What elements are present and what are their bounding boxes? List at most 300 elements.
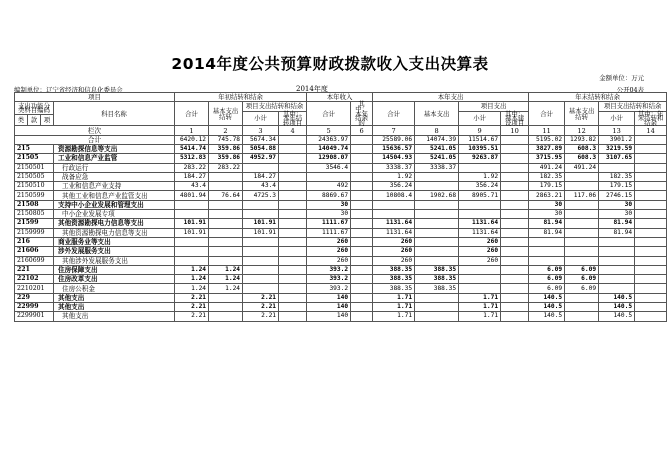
amount-cell: 3715.95 bbox=[529, 154, 565, 163]
amount-cell bbox=[243, 200, 279, 209]
amount-cell: 179.15 bbox=[599, 182, 635, 191]
amount-cell: 3338.37 bbox=[415, 163, 459, 172]
amount-cell bbox=[501, 312, 529, 321]
amount-cell bbox=[459, 210, 501, 219]
amount-cell: 1.24 bbox=[209, 275, 243, 284]
amount-cell bbox=[209, 228, 243, 237]
amount-cell: 260 bbox=[307, 237, 351, 246]
amount-cell bbox=[501, 154, 529, 163]
amount-cell bbox=[279, 144, 307, 153]
amount-cell bbox=[351, 144, 373, 153]
amount-cell bbox=[635, 247, 667, 256]
subject-code: 2150505 bbox=[15, 172, 54, 181]
total-cell: 5674.34 bbox=[243, 135, 279, 144]
header-income-total: 合计 bbox=[307, 102, 351, 126]
header-category-code: 支出功能分类科目编码 bbox=[15, 102, 54, 115]
amount-cell: 3546.4 bbox=[307, 163, 351, 172]
lanci-label: 栏次 bbox=[15, 126, 175, 135]
amount-cell bbox=[599, 163, 635, 172]
amount-cell: 1.24 bbox=[175, 275, 209, 284]
amount-cell: 1.71 bbox=[373, 312, 415, 321]
amount-cell: 182.35 bbox=[529, 172, 565, 181]
amount-cell: 140 bbox=[307, 312, 351, 321]
subject-code: 22999 bbox=[15, 303, 54, 312]
subject-name: 其他支出 bbox=[54, 303, 175, 312]
amount-cell bbox=[351, 191, 373, 200]
amount-cell: 5054.88 bbox=[243, 144, 279, 153]
amount-cell: 140.5 bbox=[599, 293, 635, 302]
subject-name: 工业和信息产业监管 bbox=[54, 154, 175, 163]
amount-cell bbox=[599, 265, 635, 274]
amount-cell: 260 bbox=[459, 247, 501, 256]
amount-cell bbox=[529, 237, 565, 246]
column-number: 12 bbox=[565, 126, 599, 135]
amount-cell bbox=[351, 237, 373, 246]
header-end-subtotal: 小计 bbox=[599, 111, 635, 126]
amount-cell: 140.5 bbox=[599, 312, 635, 321]
amount-cell bbox=[635, 228, 667, 237]
total-cell: 745.78 bbox=[209, 135, 243, 144]
amount-cell: 43.4 bbox=[243, 182, 279, 191]
amount-cell: 140.5 bbox=[599, 303, 635, 312]
amount-cell bbox=[459, 284, 501, 293]
budget-table bbox=[14, 92, 667, 322]
amount-cell bbox=[565, 312, 599, 321]
column-number: 13 bbox=[599, 126, 635, 135]
amount-cell bbox=[599, 256, 635, 265]
amount-cell bbox=[243, 265, 279, 274]
amount-cell bbox=[279, 154, 307, 163]
subject-code: 2150805 bbox=[15, 210, 54, 219]
amount-cell bbox=[501, 256, 529, 265]
amount-cell bbox=[501, 284, 529, 293]
amount-cell: 2.21 bbox=[243, 303, 279, 312]
amount-cell bbox=[501, 182, 529, 191]
table-row bbox=[15, 172, 667, 181]
amount-cell bbox=[279, 284, 307, 293]
table-row bbox=[15, 256, 667, 265]
table-row bbox=[15, 293, 667, 302]
amount-cell: 1131.64 bbox=[459, 228, 501, 237]
amount-cell: 393.2 bbox=[307, 265, 351, 274]
amount-cell: 1131.64 bbox=[459, 219, 501, 228]
header-subject-name: 科目名称 bbox=[54, 102, 175, 126]
amount-cell: 492 bbox=[307, 182, 351, 191]
header-expend-basic: 基本支出 bbox=[415, 102, 459, 126]
header-income: 本年收入 bbox=[307, 93, 373, 102]
amount-cell bbox=[209, 237, 243, 246]
amount-cell bbox=[501, 172, 529, 181]
total-cell: 6420.12 bbox=[175, 135, 209, 144]
amount-cell bbox=[501, 265, 529, 274]
amount-cell bbox=[175, 256, 209, 265]
amount-cell: 1.24 bbox=[175, 284, 209, 293]
amount-cell: 260 bbox=[459, 256, 501, 265]
amount-cell bbox=[279, 182, 307, 191]
amount-cell bbox=[415, 247, 459, 256]
amount-cell bbox=[351, 163, 373, 172]
amount-cell bbox=[501, 303, 529, 312]
amount-cell: 608.3 bbox=[565, 154, 599, 163]
amount-cell: 5241.05 bbox=[415, 144, 459, 153]
header-end-basic: 基本支出结转 bbox=[565, 102, 599, 126]
column-number: 1 bbox=[175, 126, 209, 135]
subject-code: 21599 bbox=[15, 219, 54, 228]
amount-cell: 2.21 bbox=[243, 293, 279, 302]
subject-name: 住房保障支出 bbox=[54, 265, 175, 274]
amount-cell: 3827.89 bbox=[529, 144, 565, 153]
amount-cell bbox=[565, 182, 599, 191]
amount-cell bbox=[209, 293, 243, 302]
column-number: 3 bbox=[243, 126, 279, 135]
amount-cell: 283.22 bbox=[209, 163, 243, 172]
table-row bbox=[15, 210, 667, 219]
amount-cell bbox=[565, 256, 599, 265]
amount-cell bbox=[351, 293, 373, 302]
header-kuan: 款 bbox=[28, 115, 41, 126]
org-name: 辽宁省经济和信息化委员会 bbox=[45, 86, 123, 94]
amount-cell bbox=[279, 200, 307, 209]
amount-cell: 388.35 bbox=[373, 284, 415, 293]
amount-cell: 6.09 bbox=[529, 265, 565, 274]
amount-cell bbox=[501, 219, 529, 228]
amount-cell: 1.71 bbox=[459, 293, 501, 302]
column-number-row bbox=[15, 126, 667, 135]
amount-cell bbox=[635, 163, 667, 172]
amount-cell bbox=[415, 293, 459, 302]
amount-cell: 5312.83 bbox=[175, 154, 209, 163]
amount-cell: 491.24 bbox=[565, 163, 599, 172]
amount-cell: 117.06 bbox=[565, 191, 599, 200]
table-row bbox=[15, 303, 667, 312]
amount-unit: 金额单位：万元 bbox=[599, 74, 644, 82]
amount-cell bbox=[209, 256, 243, 265]
amount-cell bbox=[209, 210, 243, 219]
header-income-note: 其中：本年结余的 bbox=[351, 102, 373, 126]
amount-cell: 1131.64 bbox=[373, 219, 415, 228]
header-end-note: 其中：年末结转和结余 bbox=[635, 111, 667, 126]
table-row bbox=[15, 228, 667, 237]
amount-cell: 491.24 bbox=[529, 163, 565, 172]
subject-code: 229 bbox=[15, 293, 54, 302]
amount-cell bbox=[415, 210, 459, 219]
amount-cell bbox=[175, 210, 209, 219]
amount-cell bbox=[501, 247, 529, 256]
amount-cell bbox=[415, 172, 459, 181]
amount-cell: 260 bbox=[373, 247, 415, 256]
amount-cell bbox=[279, 172, 307, 181]
amount-cell: 140.5 bbox=[529, 293, 565, 302]
amount-cell bbox=[279, 256, 307, 265]
total-cell: 14074.39 bbox=[415, 135, 459, 144]
table-row bbox=[15, 275, 667, 284]
amount-cell bbox=[501, 293, 529, 302]
amount-cell: 10808.4 bbox=[373, 191, 415, 200]
amount-cell bbox=[279, 219, 307, 228]
table-row bbox=[15, 182, 667, 191]
amount-cell bbox=[209, 219, 243, 228]
amount-cell: 260 bbox=[373, 237, 415, 246]
amount-cell: 8869.67 bbox=[307, 191, 351, 200]
amount-cell: 179.15 bbox=[529, 182, 565, 191]
year-label: 2014年度 bbox=[296, 85, 328, 93]
amount-cell: 81.94 bbox=[599, 219, 635, 228]
amount-cell: 260 bbox=[307, 256, 351, 265]
amount-cell: 1.24 bbox=[209, 284, 243, 293]
amount-cell: 140 bbox=[307, 303, 351, 312]
amount-cell: 6.09 bbox=[529, 284, 565, 293]
amount-cell: 30 bbox=[307, 210, 351, 219]
amount-cell: 3219.59 bbox=[599, 144, 635, 153]
amount-cell bbox=[243, 256, 279, 265]
header-begin-note: 其中：本年结转项目 bbox=[279, 111, 307, 126]
amount-cell bbox=[501, 237, 529, 246]
amount-cell: 388.35 bbox=[415, 265, 459, 274]
amount-cell bbox=[175, 200, 209, 209]
total-cell: 1293.82 bbox=[565, 135, 599, 144]
amount-cell: 1111.67 bbox=[307, 228, 351, 237]
amount-cell bbox=[565, 200, 599, 209]
amount-cell bbox=[635, 219, 667, 228]
amount-cell bbox=[459, 265, 501, 274]
amount-cell bbox=[459, 200, 501, 209]
amount-cell bbox=[415, 182, 459, 191]
amount-cell bbox=[351, 247, 373, 256]
total-cell bbox=[351, 135, 373, 144]
amount-cell: 30 bbox=[529, 210, 565, 219]
amount-cell: 393.2 bbox=[307, 284, 351, 293]
amount-cell bbox=[565, 172, 599, 181]
amount-cell: 260 bbox=[307, 247, 351, 256]
total-label: 合计 bbox=[15, 135, 175, 144]
subject-name: 工业和信息产业支持 bbox=[54, 182, 175, 191]
amount-cell bbox=[351, 200, 373, 209]
header-expend-total: 合计 bbox=[373, 102, 415, 126]
subject-code: 2150510 bbox=[15, 182, 54, 191]
header-expend-note: 其中：基本建设项目 bbox=[501, 111, 529, 126]
amount-cell bbox=[209, 172, 243, 181]
amount-cell bbox=[279, 247, 307, 256]
amount-cell bbox=[635, 191, 667, 200]
amount-cell bbox=[209, 182, 243, 191]
amount-cell bbox=[351, 312, 373, 321]
amount-cell bbox=[635, 293, 667, 302]
amount-cell: 5414.74 bbox=[175, 144, 209, 153]
amount-cell bbox=[501, 228, 529, 237]
amount-cell: 388.35 bbox=[415, 275, 459, 284]
subject-name: 战备应急 bbox=[54, 172, 175, 181]
amount-cell bbox=[243, 247, 279, 256]
column-number: 9 bbox=[459, 126, 501, 135]
subject-name: 涉外发展服务支出 bbox=[54, 247, 175, 256]
column-number: 2 bbox=[209, 126, 243, 135]
subject-code: 21505 bbox=[15, 154, 54, 163]
table-row bbox=[15, 284, 667, 293]
amount-cell bbox=[501, 210, 529, 219]
amount-cell: 1.92 bbox=[373, 172, 415, 181]
amount-cell: 4725.3 bbox=[243, 191, 279, 200]
header-row-2 bbox=[15, 102, 667, 111]
amount-cell: 6.09 bbox=[565, 284, 599, 293]
amount-cell bbox=[243, 210, 279, 219]
amount-cell bbox=[351, 265, 373, 274]
amount-cell bbox=[565, 303, 599, 312]
amount-cell: 2.21 bbox=[175, 293, 209, 302]
total-row bbox=[15, 135, 667, 144]
amount-cell bbox=[599, 247, 635, 256]
amount-cell: 356.24 bbox=[373, 182, 415, 191]
subject-name: 住房改革支出 bbox=[54, 275, 175, 284]
amount-cell: 101.91 bbox=[175, 228, 209, 237]
amount-cell: 6.09 bbox=[565, 265, 599, 274]
amount-cell bbox=[351, 154, 373, 163]
total-cell bbox=[635, 135, 667, 144]
subject-code: 2150501 bbox=[15, 163, 54, 172]
amount-cell bbox=[635, 265, 667, 274]
total-cell bbox=[279, 135, 307, 144]
total-cell: 3901.2 bbox=[599, 135, 635, 144]
amount-cell: 30 bbox=[529, 200, 565, 209]
header-begin-project: 项目支出结转和结余 bbox=[243, 102, 307, 111]
amount-cell: 101.91 bbox=[243, 219, 279, 228]
amount-cell: 1.71 bbox=[373, 303, 415, 312]
table-row bbox=[15, 154, 667, 163]
column-number: 10 bbox=[501, 126, 529, 135]
subject-name: 其他资源勘探电力信息等支出 bbox=[54, 228, 175, 237]
subject-name: 其他涉外发展服务支出 bbox=[54, 256, 175, 265]
total-cell: 5195.02 bbox=[529, 135, 565, 144]
table-row bbox=[15, 312, 667, 321]
amount-cell bbox=[279, 293, 307, 302]
header-project: 项目 bbox=[15, 93, 175, 102]
amount-cell bbox=[501, 163, 529, 172]
amount-cell bbox=[209, 312, 243, 321]
amount-cell: 101.91 bbox=[243, 228, 279, 237]
subject-name: 商业服务业等支出 bbox=[54, 237, 175, 246]
amount-cell bbox=[351, 228, 373, 237]
amount-cell bbox=[351, 303, 373, 312]
amount-cell: 388.35 bbox=[373, 265, 415, 274]
amount-cell: 2.21 bbox=[243, 312, 279, 321]
column-number: 7 bbox=[373, 126, 415, 135]
amount-cell: 260 bbox=[459, 237, 501, 246]
amount-cell bbox=[175, 237, 209, 246]
amount-cell bbox=[209, 303, 243, 312]
subject-code: 216 bbox=[15, 237, 54, 246]
amount-cell: 388.35 bbox=[415, 284, 459, 293]
amount-cell bbox=[565, 247, 599, 256]
subject-name: 其他支出 bbox=[54, 293, 175, 302]
amount-cell: 30 bbox=[307, 200, 351, 209]
amount-cell: 10395.51 bbox=[459, 144, 501, 153]
amount-cell bbox=[415, 312, 459, 321]
amount-cell bbox=[373, 200, 415, 209]
form-code-text: 公开04表 bbox=[616, 86, 644, 94]
amount-cell bbox=[635, 237, 667, 246]
amount-cell: 140.5 bbox=[529, 303, 565, 312]
subject-name: 行政运行 bbox=[54, 163, 175, 172]
subject-code: 2210201 bbox=[15, 284, 54, 293]
amount-cell: 43.4 bbox=[175, 182, 209, 191]
amount-cell bbox=[501, 275, 529, 284]
amount-cell bbox=[351, 275, 373, 284]
amount-cell bbox=[635, 210, 667, 219]
subject-name: 其他资源勘探电力信息等支出 bbox=[54, 219, 175, 228]
total-cell bbox=[501, 135, 529, 144]
amount-cell bbox=[279, 163, 307, 172]
amount-cell: 2.21 bbox=[175, 312, 209, 321]
subject-code: 215 bbox=[15, 144, 54, 153]
amount-cell bbox=[279, 275, 307, 284]
column-number: 11 bbox=[529, 126, 565, 135]
table-row bbox=[15, 191, 667, 200]
table-row bbox=[15, 247, 667, 256]
amount-cell: 8905.71 bbox=[459, 191, 501, 200]
subject-name: 支持中小企业发展和管理支出 bbox=[54, 200, 175, 209]
amount-cell bbox=[635, 172, 667, 181]
amount-cell bbox=[351, 172, 373, 181]
amount-cell bbox=[459, 163, 501, 172]
amount-cell bbox=[175, 247, 209, 256]
amount-cell: 1.24 bbox=[175, 265, 209, 274]
subject-name: 中小企业发展专项 bbox=[54, 210, 175, 219]
amount-cell: 30 bbox=[599, 200, 635, 209]
subject-name: 资源勘探信息等支出 bbox=[54, 144, 175, 153]
amount-cell bbox=[351, 182, 373, 191]
amount-cell bbox=[635, 182, 667, 191]
amount-cell bbox=[351, 256, 373, 265]
amount-cell bbox=[529, 247, 565, 256]
amount-cell bbox=[279, 312, 307, 321]
total-cell: 24363.97 bbox=[307, 135, 351, 144]
amount-cell: 4952.97 bbox=[243, 154, 279, 163]
amount-cell bbox=[243, 237, 279, 246]
header-end-balance: 年末结转和结余 bbox=[529, 93, 667, 102]
subject-name: 其他工业和信息产业监管支出 bbox=[54, 191, 175, 200]
header-expend: 本年支出 bbox=[373, 93, 529, 102]
amount-cell: 359.86 bbox=[209, 154, 243, 163]
column-number: 8 bbox=[415, 126, 459, 135]
amount-cell: 12908.07 bbox=[307, 154, 351, 163]
subject-code: 21606 bbox=[15, 247, 54, 256]
amount-cell: 182.35 bbox=[599, 172, 635, 181]
amount-cell bbox=[307, 172, 351, 181]
column-number: 4 bbox=[279, 126, 307, 135]
amount-cell: 101.91 bbox=[175, 219, 209, 228]
amount-cell bbox=[599, 284, 635, 293]
org-prefix: 编制单位： bbox=[14, 86, 46, 94]
subject-code: 221 bbox=[15, 265, 54, 274]
amount-cell: 260 bbox=[373, 256, 415, 265]
subject-code: 2299901 bbox=[15, 312, 54, 321]
header-begin-balance: 年初结转和结余 bbox=[175, 93, 307, 102]
header-end-project: 项目支出结转和结余 bbox=[599, 102, 667, 111]
amount-cell: 1.71 bbox=[459, 312, 501, 321]
header-row-1 bbox=[15, 93, 667, 102]
amount-cell: 1.71 bbox=[373, 293, 415, 302]
amount-cell: 1.24 bbox=[209, 265, 243, 274]
amount-cell: 1111.67 bbox=[307, 219, 351, 228]
header-xiang: 项 bbox=[41, 115, 54, 126]
amount-cell bbox=[565, 228, 599, 237]
amount-cell: 5241.05 bbox=[415, 154, 459, 163]
amount-cell: 81.94 bbox=[529, 219, 565, 228]
amount-cell: 14504.93 bbox=[373, 154, 415, 163]
amount-cell: 359.86 bbox=[209, 144, 243, 153]
amount-cell bbox=[415, 228, 459, 237]
amount-cell: 30 bbox=[599, 210, 635, 219]
amount-cell bbox=[279, 228, 307, 237]
